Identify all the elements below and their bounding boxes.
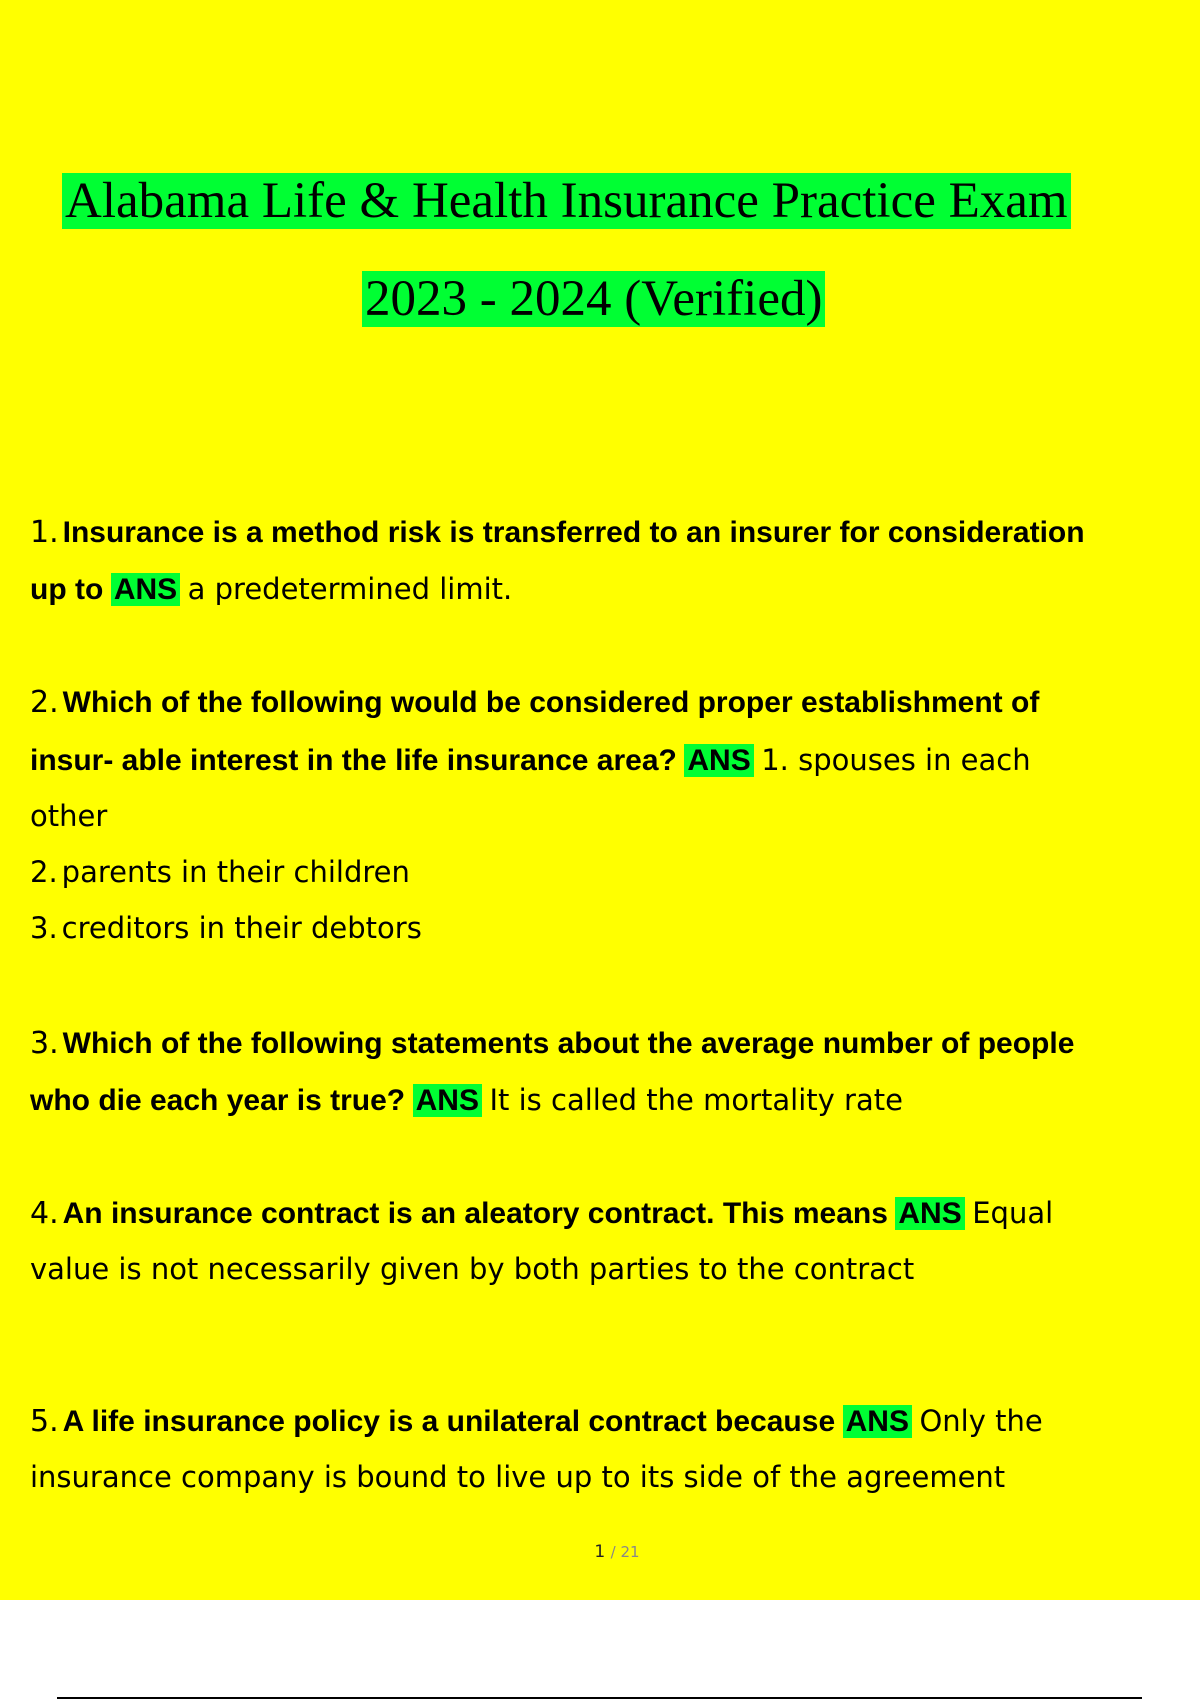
answer-text: Only the (919, 1404, 1043, 1438)
question-text: A life insurance policy is a unilateral contract because (62, 1405, 836, 1438)
answer-text: value is not necessarily given by both parties to the contract (30, 1252, 915, 1286)
answer-text: other (30, 799, 108, 833)
answer-item-text: parents in their children (61, 855, 410, 889)
answer-list-item (30, 908, 422, 949)
ans-highlight: ANS (895, 1197, 964, 1230)
question-text: An insurance contract is an aleatory contract. This means (62, 1197, 888, 1230)
question-2-line-2 (30, 740, 1031, 781)
title-highlight: Alabama Life & Health Insurance Practice Exam (62, 173, 1071, 229)
question-number: 2. (30, 685, 59, 720)
answer-item-number: 2. (30, 855, 58, 889)
answer-text: It is called the mortality rate (489, 1083, 903, 1117)
question-text: Insurance is a method risk is transferred to an insurer for consideration (62, 516, 1085, 549)
question-5-line-1 (30, 1401, 1043, 1442)
question-text: Which of the following statements about the average number of people (62, 1027, 1075, 1060)
page-total: / 21 (610, 1543, 640, 1561)
question-text: who die each year is true? (30, 1084, 406, 1117)
answer-item-number: 3. (30, 911, 58, 945)
question-number: 3. (30, 1026, 59, 1061)
document-title-line-1 (62, 167, 1071, 235)
question-3-line-2 (30, 1080, 903, 1121)
question-5-line-2 (30, 1457, 1005, 1498)
question-text: insur- able interest in the life insurance area? (30, 744, 677, 777)
question-number: 5. (30, 1404, 59, 1439)
answer-text: a predetermined limit. (187, 572, 513, 606)
answer-list-item (30, 852, 410, 893)
ans-highlight: ANS (111, 573, 180, 606)
next-page-top-rule (57, 1697, 1142, 1699)
question-1-line-1 (30, 513, 1085, 553)
document-title-line-2 (362, 265, 825, 333)
title-highlight: 2023 - 2024 (Verified) (362, 271, 825, 327)
ans-highlight: ANS (684, 744, 753, 777)
answer-text: 1. spouses in each (761, 743, 1031, 777)
question-number: 1. (30, 515, 59, 550)
question-2-line-1 (30, 683, 1039, 723)
ans-highlight: ANS (413, 1084, 482, 1117)
question-4-line-1 (30, 1193, 1053, 1234)
question-text: Which of the following would be considered proper establishment of (62, 686, 1040, 719)
page-indicator (0, 1542, 1200, 1562)
question-2-line-3 (30, 796, 107, 837)
answer-text: Equal (972, 1196, 1054, 1230)
question-3-line-1 (30, 1024, 1074, 1064)
question-1-line-2 (30, 569, 512, 610)
ans-highlight: ANS (843, 1405, 912, 1438)
question-text: up to (30, 573, 104, 606)
answer-item-text: creditors in their debtors (61, 911, 422, 945)
answer-text: insurance company is bound to live up to its side of the agreement (30, 1460, 1006, 1494)
question-4-line-2 (30, 1249, 914, 1290)
page-current: 1 (594, 1542, 606, 1562)
question-number: 4. (30, 1196, 59, 1231)
